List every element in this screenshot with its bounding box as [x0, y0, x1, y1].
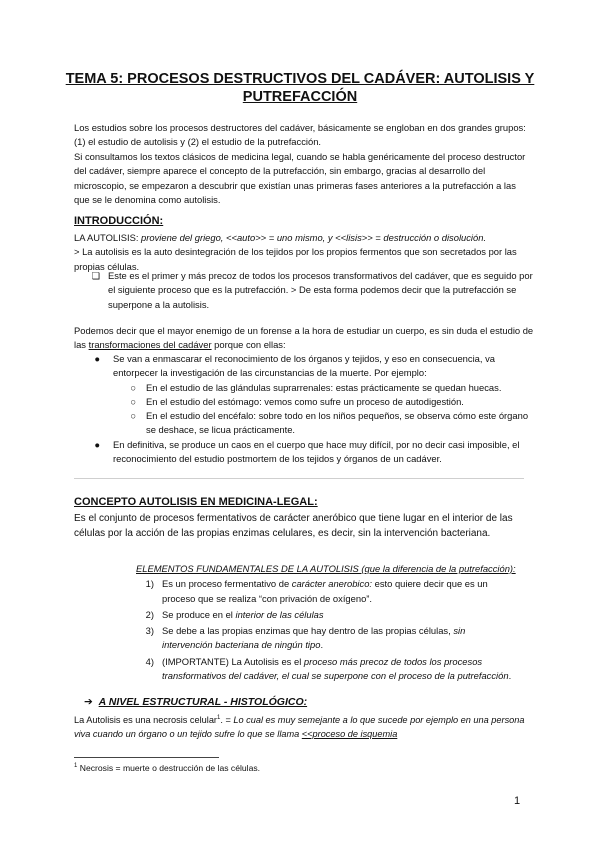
nivel-paragraph	[74, 713, 534, 742]
footnote-marker: 1	[74, 763, 78, 770]
numbered-item-text	[162, 577, 512, 606]
section-divider	[74, 478, 524, 479]
item-text: Se produce en el	[162, 608, 236, 620]
numbered-item-text	[162, 608, 512, 622]
intro-paragraph-1: Los estudios sobre los procesos destructores del cadáver, básicamente se engloban en dos grandes grupos: (1) el estudio de autolisis y (2) el estudio de la putrefacción.	[74, 122, 526, 148]
item-emphasis: interior de las células	[235, 608, 324, 620]
page-number: 1	[514, 795, 521, 807]
elementos-title: ELEMENTOS FUNDAMENTALES DE LA AUTOLISIS (que la diferencia de la putrefacción):	[136, 563, 516, 574]
page-title: TEMA 5: PROCESOS DESTRUCTIVOS DEL CADÁVER: AUTOLISIS Y PUTREFACCIÓN	[65, 71, 535, 105]
item-text-end: .	[508, 670, 512, 682]
bullet-circle-icon: ○	[130, 395, 136, 407]
numbered-item-text	[162, 624, 512, 653]
forensic-text-a: Podemos decir que el mayor enemigo de un forense a la hora de estudiar un cuerpo, es sin duda el estudio de las	[74, 325, 534, 351]
nivel-heading-text: A NIVEL ESTRUCTURAL - HISTOLÓGICO:	[98, 696, 308, 708]
forensic-paragraph	[74, 324, 534, 353]
footnote-divider	[74, 757, 219, 758]
footnote-ref[interactable]: 1	[217, 714, 221, 721]
definition-lead: LA AUTOLISIS:	[74, 232, 142, 243]
footnote-text: Necrosis = muerte o destrucción de las células.	[77, 763, 261, 773]
sub-list-item-text: En el estudio del estómago: vemos como sufre un proceso de autodigestión.	[146, 395, 464, 407]
numbered-item	[74, 655, 544, 684]
list-item-text: Se van a enmascarar el reconocimiento de los órganos y tejidos, y eso en consecuencia, va entorpecer la investigación de las circunstancias de la muerte. Por ejemplo:	[113, 353, 495, 379]
list-item	[74, 352, 544, 381]
item-text: Se debe a las propias enzimas que hay dentro de las propias células,	[162, 625, 454, 637]
item-emphasis: sin intervención bacteriana de ningún tipo	[162, 625, 466, 651]
numbered-item	[74, 577, 544, 606]
forensic-text-b: porque con ellas:	[211, 339, 286, 351]
section-heading-introduccion: INTRODUCCIÓN:	[74, 215, 164, 227]
item-text-end: esto quiere decir que es un proceso que se realiza “con privación de oxígeno”.	[162, 578, 488, 604]
forensic-text-underlined: transformaciones del cadáver	[88, 339, 212, 351]
bullet-dot-icon: ●	[94, 353, 100, 364]
item-number: 1)	[145, 578, 154, 590]
intro-bullet-text: Este es el primer y más precoz de todos los procesos transformativos del cadáver, que es seguido por el siguiente proceso que es la putrefacción. > De esta forma podemos decir que la putrefacción se superpone a la autolisis.	[108, 270, 533, 310]
nivel-text-a: La Autolisis es una necrosis celular	[74, 715, 217, 725]
item-number: 3)	[145, 625, 154, 637]
item-emphasis: carácter anerobico:	[291, 578, 373, 590]
definition-etymology: proviene del griego, <<auto>> = uno mismo, y <<lisis>> = destrucción o disolución.	[141, 232, 487, 243]
section-heading-concepto: CONCEPTO AUTOLISIS EN MEDICINA-LEGAL:	[74, 496, 318, 508]
nivel-text-italic: Lo cual es muy semejante a lo que sucede por ejemplo en una persona viva cuando un órgano o un tejido sufre lo que se llama	[74, 715, 525, 740]
autolisis-definition	[74, 231, 534, 274]
numbered-item	[74, 624, 544, 653]
numbered-item-text	[162, 655, 512, 684]
nivel-text-b: . =	[220, 715, 234, 725]
sub-list-item	[74, 395, 544, 409]
concepto-definition: Es el conjunto de procesos fermentativos de carácter aneróbico que tiene lugar en el interior de las células por la acción de las propias enzimas celulares, es decir, sin la intervención bacteriana.	[74, 513, 513, 539]
numbered-item	[74, 608, 544, 622]
arrow-icon: ➔	[84, 696, 93, 708]
list-item	[74, 438, 544, 467]
sub-list-item	[74, 409, 544, 438]
sub-list-item	[74, 381, 544, 395]
sub-list-item-text: En el estudio del encéfalo: sobre todo en los niños pequeños, se observa cómo este órgano se deshace, se licua prácticamente.	[146, 410, 529, 436]
nivel-estructural-heading	[84, 696, 307, 708]
item-text: (IMPORTANTE) La Autolisis es el	[162, 655, 304, 667]
bullet-dot-icon: ●	[94, 438, 100, 450]
nivel-text-underlined: <<proceso de isquemia	[301, 729, 398, 740]
item-number: 2)	[145, 608, 154, 620]
item-emphasis: proceso más precoz de todos los procesos transformativos del cadáver, el cual se superpone con el proceso de la putrefacción	[162, 655, 509, 682]
checkbox-bullet-icon: ❏	[91, 270, 100, 281]
bullet-circle-icon: ○	[130, 410, 136, 422]
footnote	[74, 763, 260, 773]
item-number: 4)	[145, 655, 154, 667]
intro-paragraph-2: Si consultamos los textos clásicos de medicina legal, cuando se habla genéricamente del proceso destructor del cadáver, siempre aparece el concepto de la putrefacción, sin embargo, gracias al desarrollo del microscopio, se empezaron a descubrir que existían unas primeras fases anteriores a la putrefacción a las que se le denomina como autolisis.	[74, 151, 526, 205]
list-item-text: En definitiva, se produce un caos en el cuerpo que hace muy difícil, por no decir casi imposible, el reconocimiento del estudio postmortem de los tejidos y órganos de un cadáver.	[113, 438, 520, 465]
definition-text: > La autolisis es la auto desintegración de los tejidos por los propios fermentos que son secretados por las propias células.	[74, 246, 517, 272]
bullet-circle-icon: ○	[130, 381, 136, 393]
item-text-end: .	[320, 639, 324, 651]
intro-bullet	[74, 269, 544, 312]
sub-list-item-text: En el estudio de las glándulas suprarrenales: estas prácticamente se quedan huecas.	[146, 381, 502, 393]
elementos-block	[74, 562, 544, 683]
item-text: Es un proceso fermentativo de	[162, 578, 292, 590]
forensic-list	[74, 352, 544, 466]
